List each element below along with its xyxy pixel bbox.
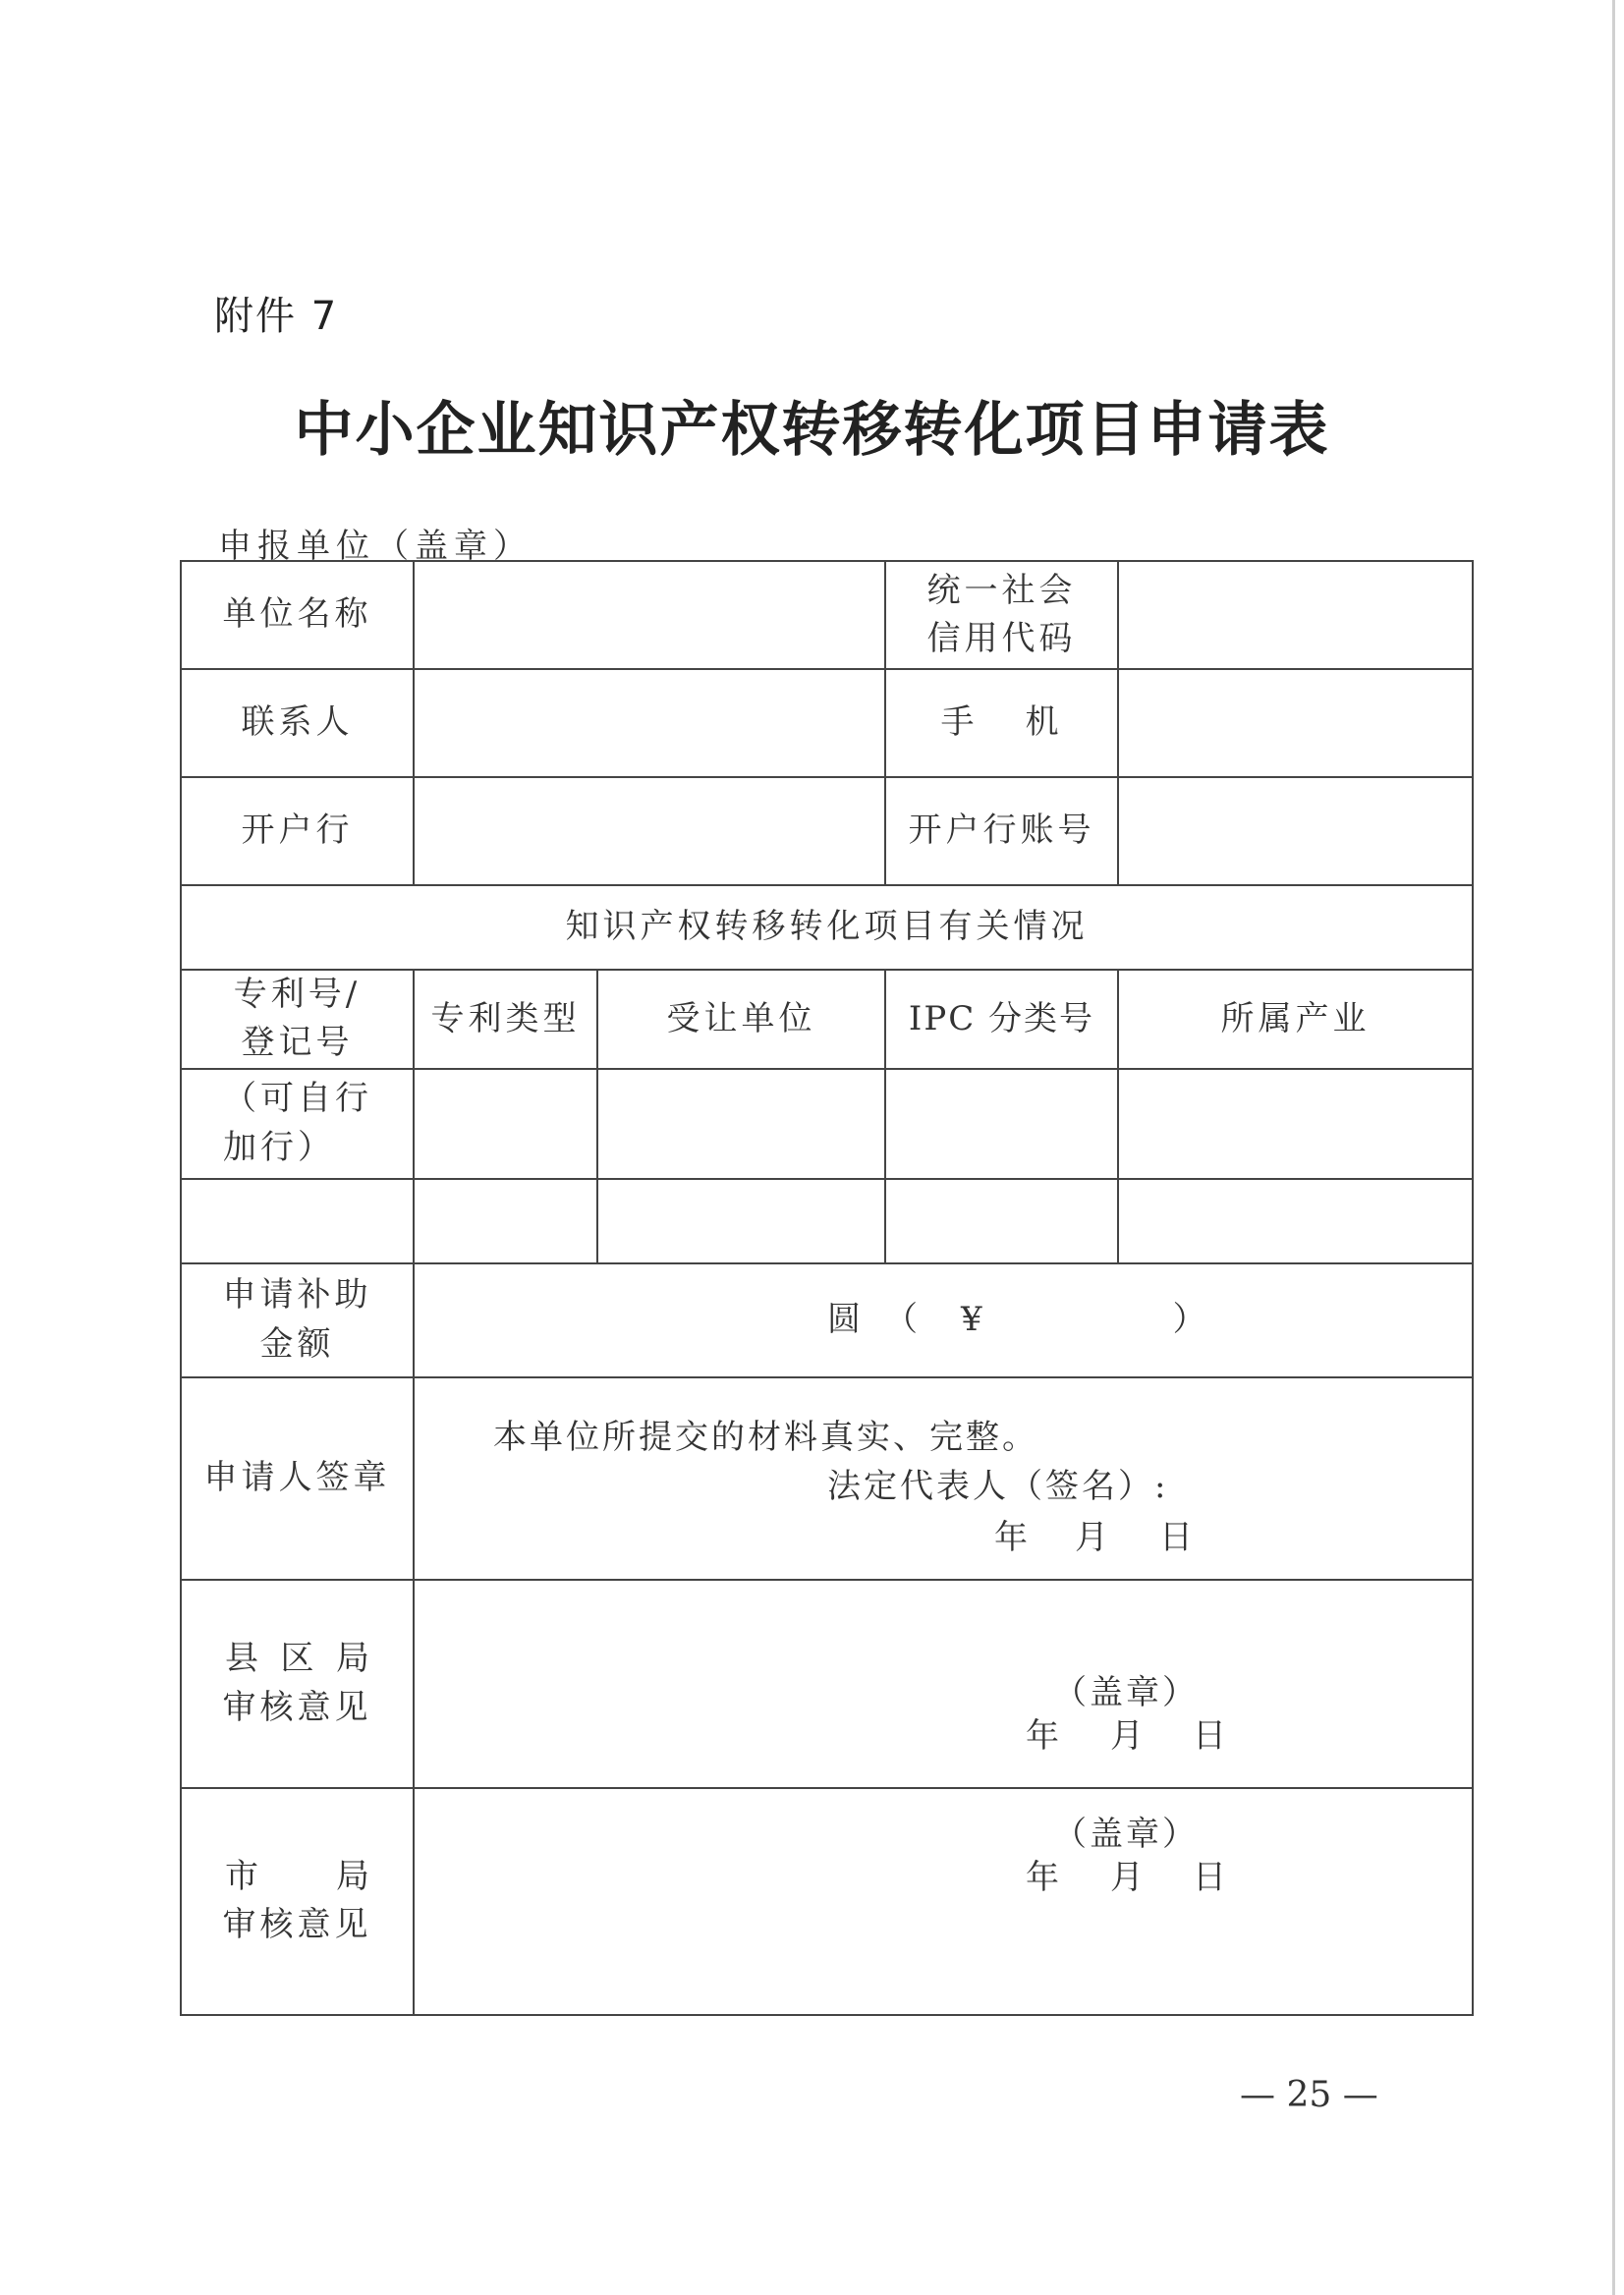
applicant-date-year: 年: [994, 1517, 1031, 1557]
page-number: — 25 —: [1240, 2075, 1378, 2115]
city-date-year: 年: [1026, 1857, 1062, 1897]
applicant-signature-block: [415, 1378, 1472, 1579]
row-city-review: [181, 1788, 1473, 2015]
credit-code-field[interactable]: [1118, 561, 1473, 669]
row-section-title: [181, 885, 1473, 970]
application-form-table: [180, 560, 1474, 2016]
county-date-year: 年: [1026, 1715, 1062, 1756]
county-seal: （盖章）: [1053, 1672, 1199, 1712]
subsidy-paren-close: ）: [1172, 1299, 1210, 1339]
legal-representative-label: 法定代表人（签名）:: [827, 1466, 1169, 1506]
form-title: 中小企业知识产权转移转化项目申请表: [294, 396, 1330, 465]
page-edge-line: [1612, 0, 1615, 2295]
city-date-month: 月: [1110, 1857, 1147, 1897]
row-subsidy: [181, 1263, 1473, 1377]
bank-account-label: 开户行账号: [885, 777, 1118, 885]
patent-number-header-line2: 登记号: [241, 1023, 354, 1063]
county-char: 县: [225, 1639, 262, 1679]
county-review-label-line1: [182, 1635, 413, 1683]
city-review-field[interactable]: [414, 1788, 1473, 2015]
ipc-header: IPC 分类号: [885, 970, 1118, 1069]
city-review-block: [415, 1789, 1472, 2014]
city-char: 市: [225, 1856, 262, 1896]
industry-cell[interactable]: [1118, 1179, 1473, 1263]
ip-data-row: [181, 1179, 1473, 1263]
row-contact: [181, 669, 1473, 777]
subsidy-paren-open: （: [884, 1299, 922, 1339]
mobile-label-char2: 机: [1025, 702, 1063, 743]
row-county-review: [181, 1580, 1473, 1788]
ip-section-title: 知识产权转移转化项目有关情况: [181, 885, 1473, 970]
applicant-date-month: 月: [1075, 1517, 1111, 1557]
contact-label: 联系人: [181, 669, 414, 777]
county-date-day: 日: [1193, 1715, 1229, 1756]
subsidy-label: [181, 1263, 414, 1377]
subsidy-yuan: 圆: [827, 1299, 865, 1339]
county-review-label: [181, 1580, 414, 1788]
assignee-cell[interactable]: [597, 1179, 885, 1263]
city-review-label: [181, 1788, 414, 2015]
bank-field[interactable]: [414, 777, 885, 885]
credit-code-label-line1: 统一社会: [926, 570, 1077, 610]
mobile-label: [885, 669, 1118, 777]
county-review-field[interactable]: [414, 1580, 1473, 1788]
bank-label: 开户行: [181, 777, 414, 885]
mobile-label-char1: 手: [940, 702, 979, 743]
ipc-cell[interactable]: [885, 1179, 1118, 1263]
bureau-char: 局: [336, 1639, 373, 1679]
applicant-signature-label: 申请人签章: [181, 1377, 414, 1580]
patent-number-header-line1: 专利号/: [233, 975, 362, 1014]
patent-type-header: 专利类型: [414, 970, 597, 1069]
unit-name-label: 单位名称: [181, 561, 414, 669]
row-unit-name: [181, 561, 1473, 669]
ip-data-row: [181, 1069, 1473, 1179]
subsidy-currency: ¥: [961, 1299, 986, 1339]
patent-type-cell[interactable]: [414, 1069, 597, 1179]
city-review-label-line2: 审核意见: [222, 1905, 372, 1945]
unit-name-field[interactable]: [414, 561, 885, 669]
row-applicant-signature: [181, 1377, 1473, 1580]
applicant-date-day: 日: [1159, 1517, 1196, 1557]
assignee-header: 受让单位: [597, 970, 885, 1069]
county-date-month: 月: [1110, 1715, 1147, 1756]
ipc-cell[interactable]: [885, 1069, 1118, 1179]
mobile-field[interactable]: [1118, 669, 1473, 777]
attachment-label: 附件 7: [214, 294, 339, 339]
city-date-day: 日: [1193, 1857, 1229, 1897]
assignee-cell[interactable]: [597, 1069, 885, 1179]
contact-field[interactable]: [414, 669, 885, 777]
row-ip-header: [181, 970, 1473, 1069]
row-bank: [181, 777, 1473, 885]
industry-header: 所属产业: [1118, 970, 1473, 1069]
patent-number-header: [181, 970, 414, 1069]
city-review-label-line1: [182, 1853, 413, 1901]
declaration-text: 本单位所提交的材料真实、完整。: [493, 1417, 1038, 1457]
county-review-label-line2: 审核意见: [222, 1687, 372, 1727]
patent-number-cell[interactable]: [181, 1179, 414, 1263]
add-rows-note: [181, 1069, 414, 1179]
city-bureau-char: 局: [336, 1856, 373, 1896]
applicant-signature-field[interactable]: [414, 1377, 1473, 1580]
add-rows-note-line1: （可自行: [223, 1079, 372, 1119]
applicant-unit-seal-label: 申报单位（盖章）: [218, 527, 532, 566]
county-review-block: [415, 1581, 1472, 1787]
subsidy-label-line1: 申请补助: [222, 1275, 372, 1315]
patent-type-cell[interactable]: [414, 1179, 597, 1263]
industry-cell[interactable]: [1118, 1069, 1473, 1179]
bank-account-field[interactable]: [1118, 777, 1473, 885]
credit-code-label: [885, 561, 1118, 669]
credit-code-label-line2: 信用代码: [926, 619, 1077, 658]
city-seal: （盖章）: [1053, 1814, 1199, 1854]
subsidy-amount-field[interactable]: [414, 1263, 1473, 1377]
add-rows-note-line2: 加行）: [223, 1127, 335, 1167]
subsidy-label-line2: 金额: [259, 1323, 335, 1364]
district-char: 区: [280, 1639, 318, 1679]
